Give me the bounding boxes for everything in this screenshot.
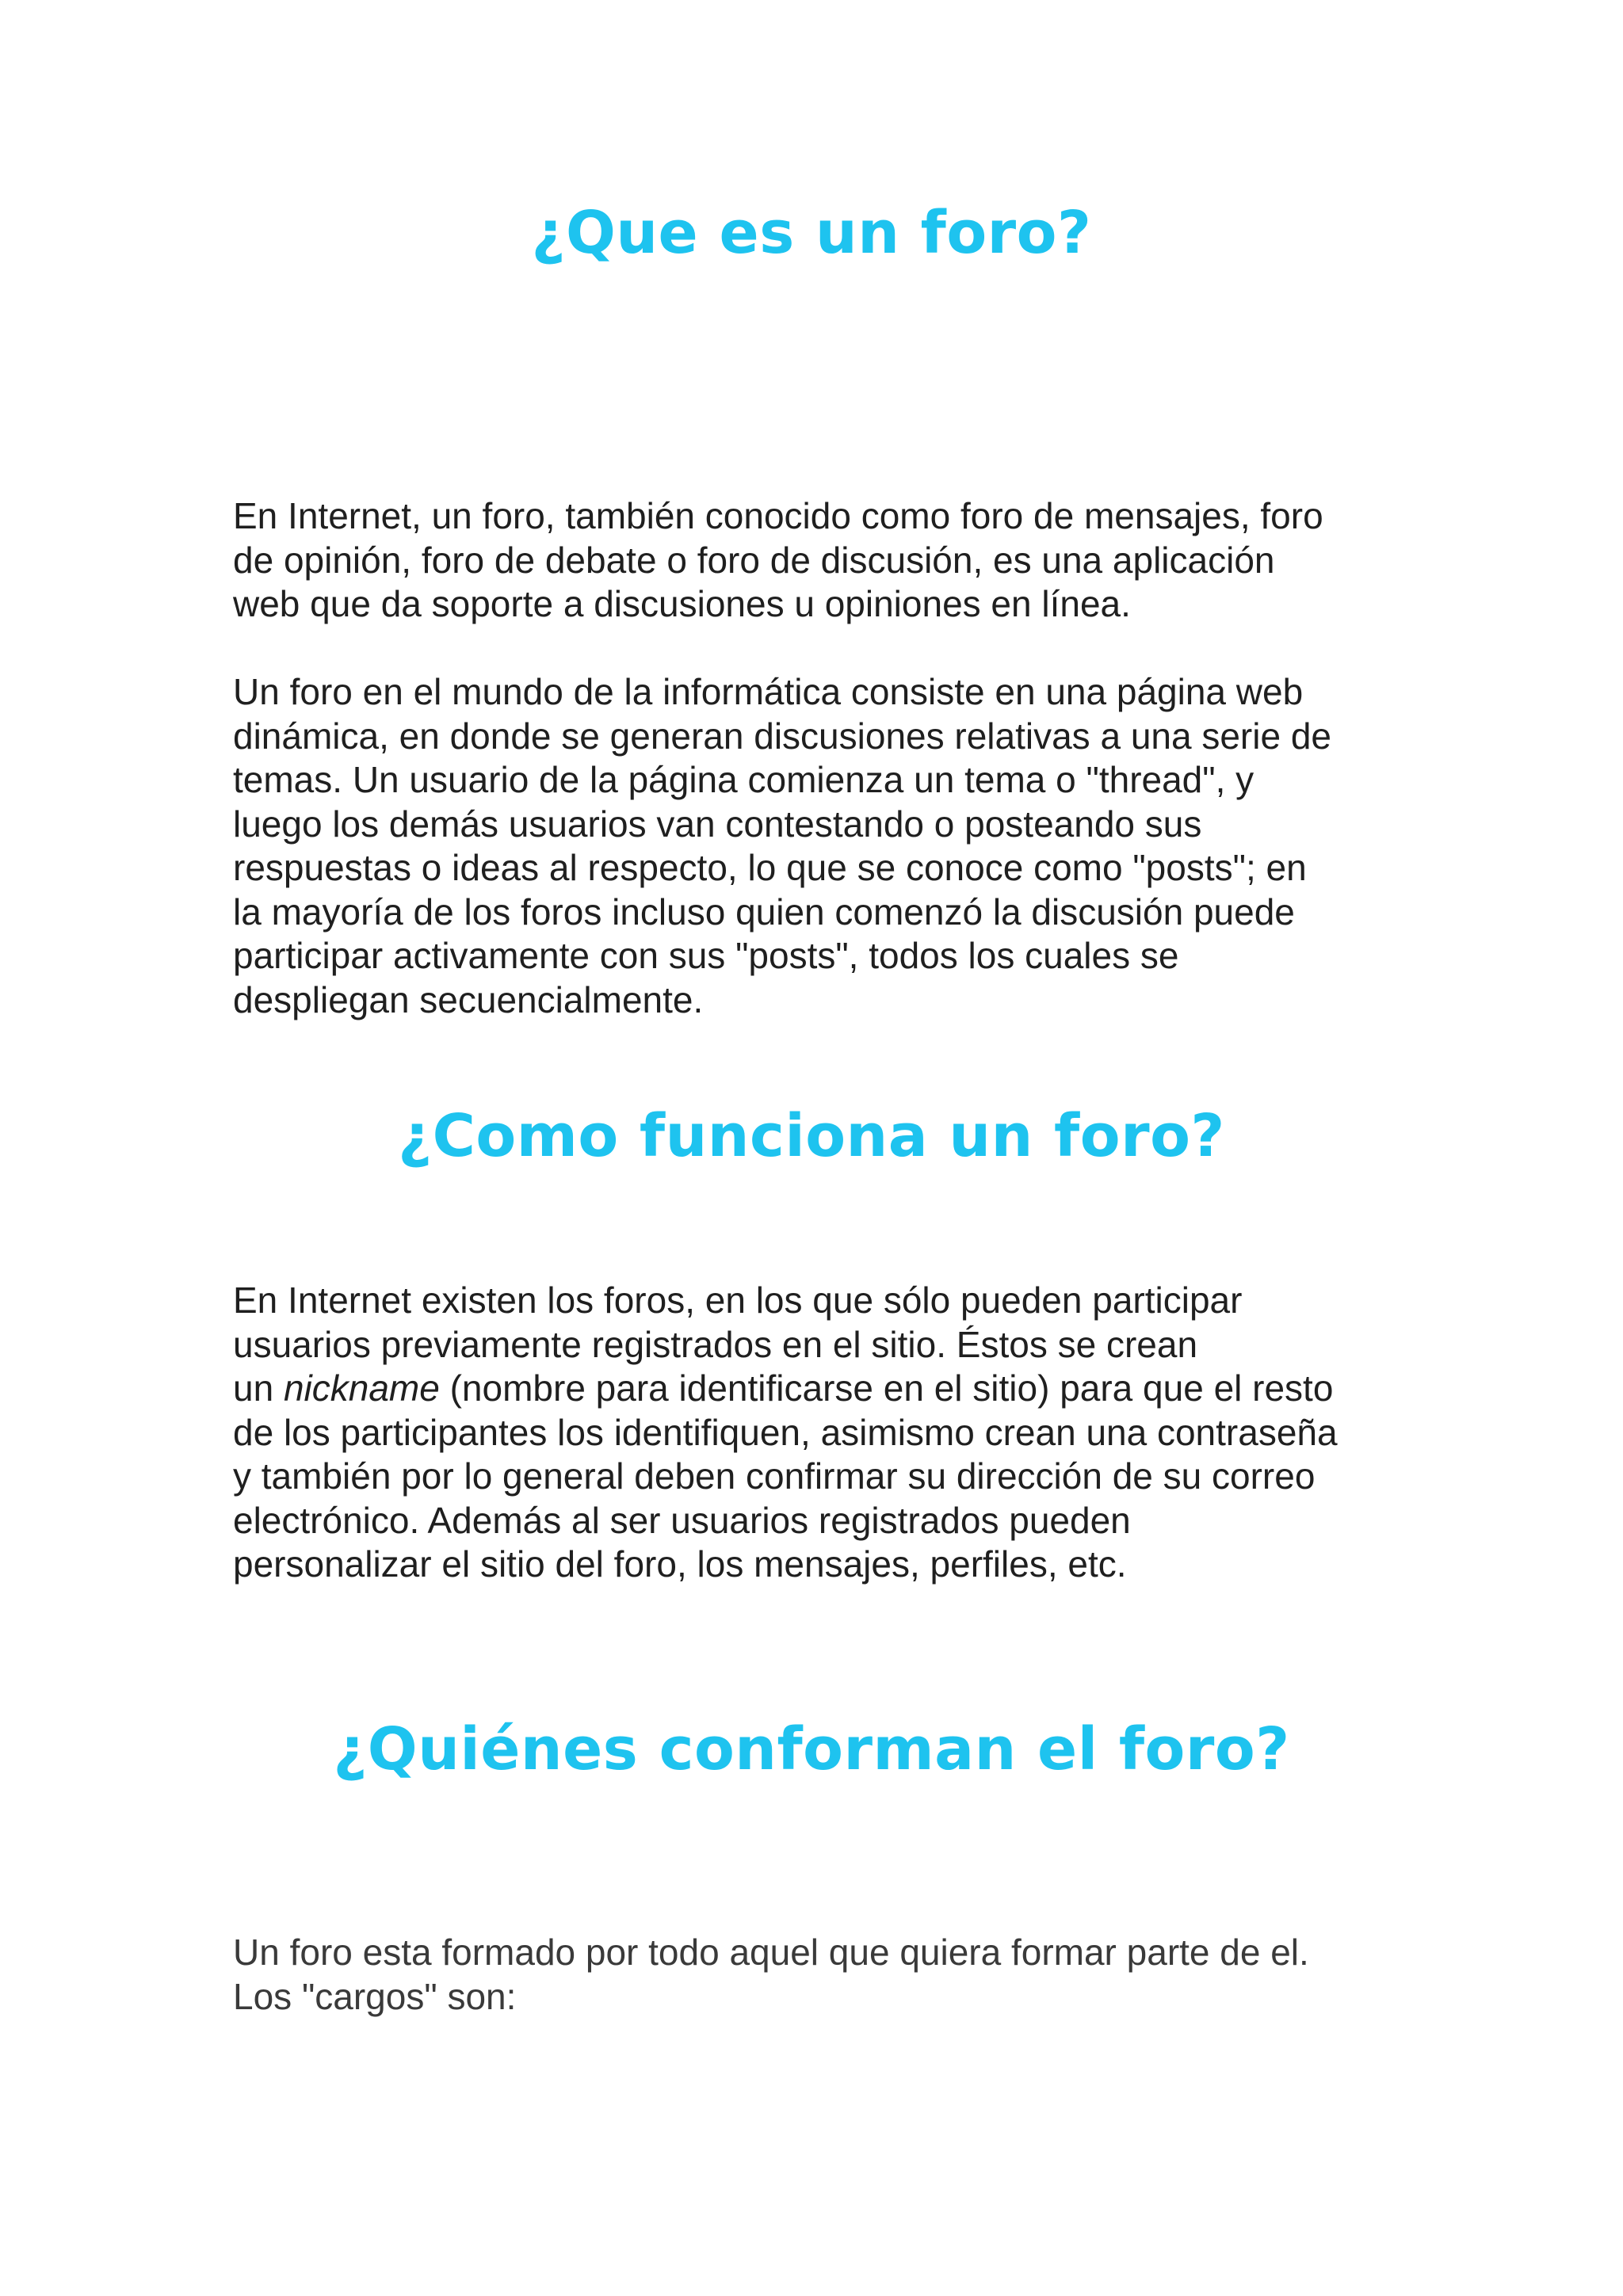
text-line: temas. Un usuario de la página comienza un tema o "thread", y: [233, 759, 1254, 800]
text-line: respuestas o ideas al respecto, lo que se conoce como "posts"; en: [233, 847, 1307, 888]
nickname-term: nickname: [283, 1367, 440, 1409]
paragraph-funcionamiento-foro: [233, 1279, 1422, 1587]
text-line: dinámica, en donde se generan discusiones relativas a una serie de: [233, 715, 1331, 757]
paragraph-cargos-foro: [233, 1931, 1422, 2019]
text-line: Los "cargos" son:: [233, 1975, 517, 2017]
text-segment: (nombre para identificarse en el sitio) para que el resto: [439, 1367, 1334, 1409]
heading-que-es-un-foro: ¿Que es un foro?: [531, 199, 1092, 267]
text-line: y también por lo general deben confirmar su dirección de su correo: [233, 1455, 1316, 1497]
paragraph-foro-informatica: [233, 670, 1422, 1022]
text-line: personalizar el sitio del foro, los mensajes, perfiles, etc.: [233, 1543, 1127, 1585]
text-line: [233, 1367, 1422, 1411]
text-line: luego los demás usuarios van contestando o posteando sus: [233, 803, 1202, 845]
text-line: participar activamente con sus "posts", todos los cuales se: [233, 935, 1179, 976]
heading-como-funciona-un-foro: ¿Como funciona un foro?: [398, 1102, 1225, 1170]
text-line: usuarios previamente registrados en el sitio. Éstos se crean: [233, 1323, 1198, 1365]
text-line: En Internet, un foro, también conocido como foro de mensajes, foro: [233, 495, 1323, 536]
text-line: En Internet existen los foros, en los que sólo pueden participar: [233, 1280, 1243, 1321]
text-line: electrónico. Además al ser usuarios registrados pueden: [233, 1499, 1131, 1541]
text-line: Un foro esta formado por todo aquel que quiera formar parte de el.: [233, 1932, 1309, 1973]
text-segment: un: [233, 1367, 284, 1409]
paragraph-definicion-foro: [233, 494, 1422, 627]
text-line: despliegan secuencialmente.: [233, 978, 704, 1020]
text-line: de los participantes los identifiquen, asimismo crean una contraseña: [233, 1411, 1338, 1453]
heading-quienes-conforman-el-foro: ¿Quiénes conforman el foro?: [333, 1715, 1290, 1783]
text-line: web que da soporte a discusiones u opiniones en línea.: [233, 583, 1131, 624]
text-line: la mayoría de los foros incluso quien comenzó la discusión puede: [233, 891, 1295, 933]
text-line: Un foro en el mundo de la informática consiste en una página web: [233, 671, 1304, 712]
text-line: de opinión, foro de debate o foro de discusión, es una aplicación: [233, 539, 1275, 581]
